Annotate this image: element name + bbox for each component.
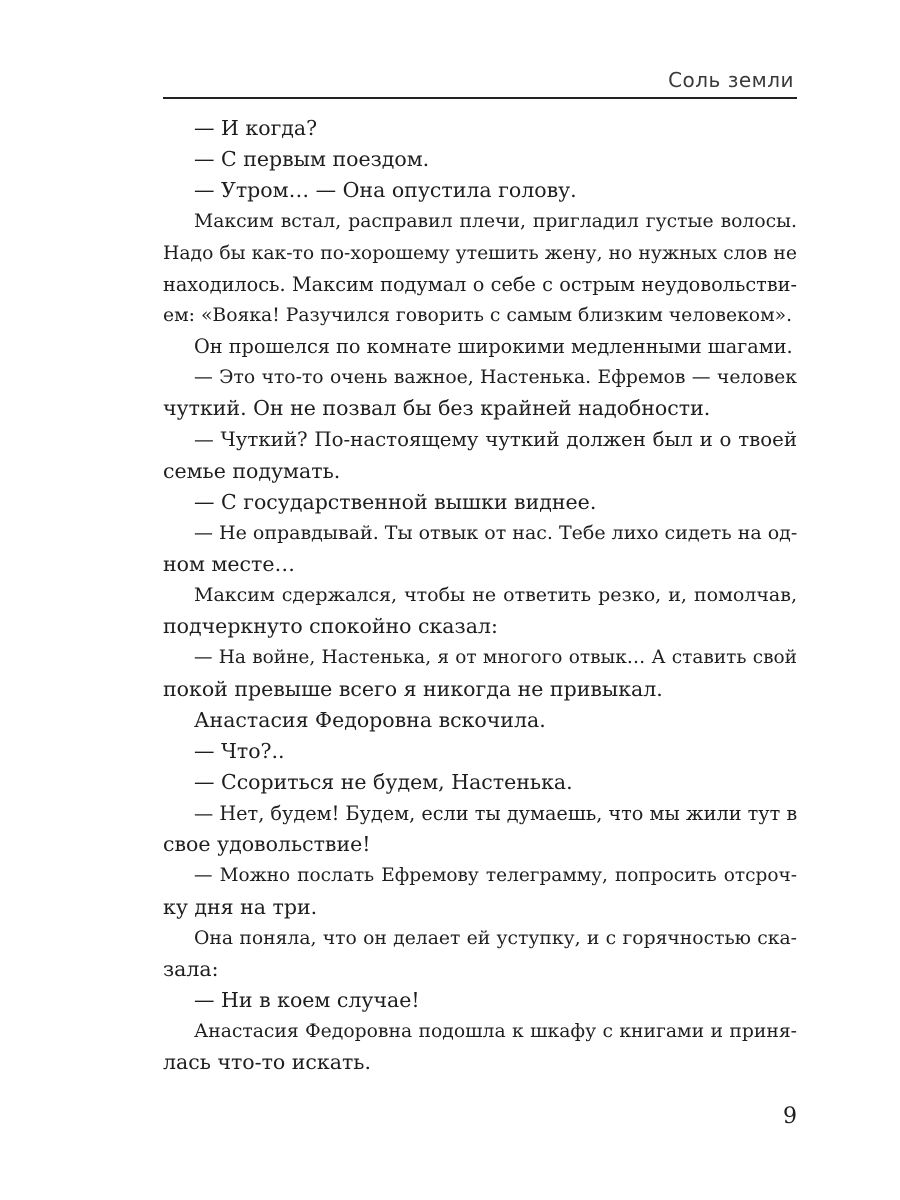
text-line: ном месте… [163,551,295,576]
text-line: — И когда? [194,116,318,140]
text-line: чуткий. Он не позвал бы без крайней надобности. [163,396,711,421]
header-rule [163,97,797,99]
text-line: ку дня на три. [163,894,318,919]
text-line: — Можно послать Ефремову телеграмму, попросить отсроч- [194,865,797,887]
running-head-title: Соль земли [668,68,794,92]
text-line: зала: [163,956,219,981]
text-line: находилось. Максим подумал о себе с острым неудовольстви- [163,272,797,296]
text-line: — Ссориться не будем, Настенька. [194,769,573,794]
text-line: — С государственной вышки виднее. [194,489,597,514]
text-line: — Это что-то очень важное, Настенька. Ефремов — человек [194,367,797,389]
page-number: 9 [783,1104,797,1129]
text-line: — На войне, Настенька, я от многого отвык… А ставить свой [194,647,797,669]
text-line: свое удовольствие! [163,832,371,857]
text-line: Она поняла, что он делает ей уступку, и с горячностью ска- [194,927,797,949]
text-line: лась что-то искать. [163,1050,371,1075]
body-text [163,113,797,1078]
text-line: — Чуткий? По-настоящему чуткий должен был и о твоей [194,428,797,452]
text-line: Максим встал, расправил плечи, пригладил густые волосы. [194,211,797,233]
text-line: подчеркнуто спокойно сказал: [163,614,498,639]
text-line: — Ни в коем случае! [194,987,420,1012]
text-line: Максим сдержался, чтобы не ответить резко, и, помолчав, [194,584,797,607]
text-line: ем: «Вояка! Разучился говорить с самым близким человеком». [163,304,793,326]
text-line: семье подумать. [163,458,341,483]
text-line: — С первым поездом. [194,147,430,172]
text-line: — Не оправдывай. Ты отвык от нас. Тебе лихо сидеть на од- [194,521,798,544]
text-line: Он прошелся по комнате широкими медленными шагами. [194,334,793,358]
text-line: — Нет, будем! Будем, если ты думаешь, что мы жили тут в [194,802,798,826]
text-line: покой превыше всего я никогда не привыкал. [163,676,663,701]
text-line: — Утром… — Она опустила голову. [194,178,577,203]
text-line: Анастасия Федоровна вскочила. [194,707,546,732]
text-line: — Что?.. [194,738,285,763]
text-line: Анастасия Федоровна подошла к шкафу с книгами и приня- [194,1021,797,1043]
text-line: Надо бы как-то по-хорошему утешить жену, но нужных слов не [163,242,797,264]
